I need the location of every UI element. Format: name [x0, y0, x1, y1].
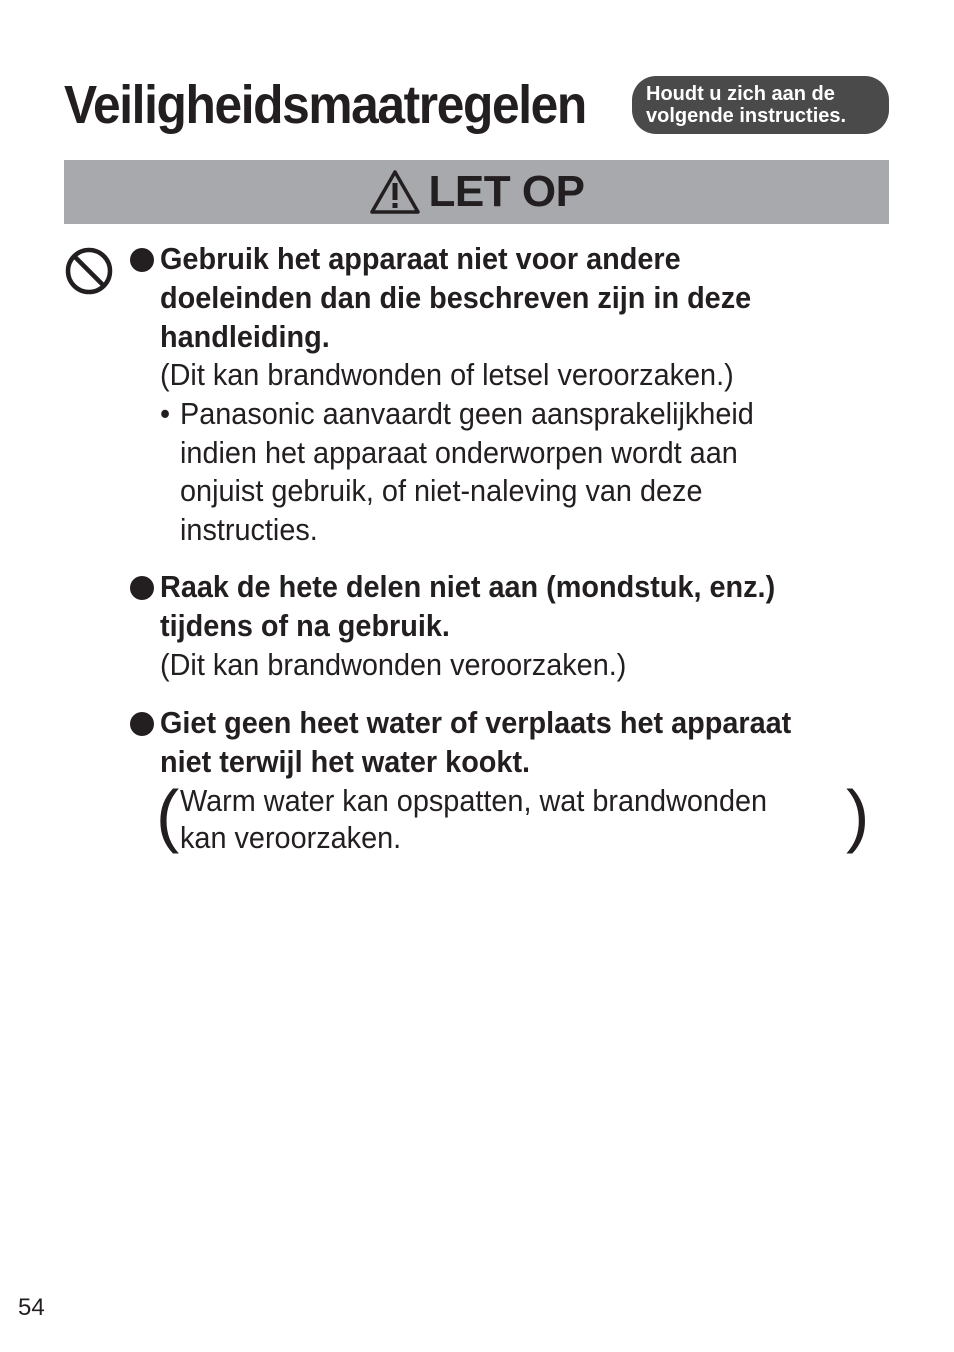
page-number: 54 [18, 1294, 45, 1321]
item-text: Raak de hete delen niet aan (mondstuk, enz.) [160, 569, 776, 604]
badge-line-1: Houdt u zich aan de [646, 83, 835, 105]
item-text: Gebruik het apparaat niet voor andere [160, 241, 681, 276]
item-note: (Dit kan brandwonden of letsel veroorzaken.) [160, 357, 734, 392]
page-title: Veiligheidsmaatregelen [64, 75, 586, 135]
sub-text: Panasonic aanvaardt geen aansprakelijkheid [180, 396, 754, 431]
prohibited-icon [64, 246, 114, 296]
sub-text: instructies. [180, 512, 318, 547]
item-text: handleiding. [160, 319, 330, 354]
warning-triangle-icon [369, 169, 421, 215]
item-note: kan veroorzaken. [180, 820, 402, 855]
close-parenthesis: ) [846, 776, 870, 854]
bullet-dot [130, 248, 154, 272]
open-parenthesis: ( [156, 776, 180, 854]
item-note: (Dit kan brandwonden veroorzaken.) [160, 647, 627, 682]
caution-banner [64, 160, 889, 224]
sub-text: indien het apparaat onderworpen wordt aan [180, 435, 738, 470]
sub-bullet: • [160, 396, 171, 431]
item-note: Warm water kan opspatten, wat brandwonden [180, 783, 768, 818]
bullet-dot [130, 576, 154, 600]
item-text: niet terwijl het water kookt. [160, 744, 531, 779]
item-text: Giet geen heet water of verplaats het apparaat [160, 705, 792, 740]
item-text: doeleinden dan die beschreven zijn in deze [160, 280, 752, 315]
badge-line-2: volgende instructies. [646, 105, 847, 127]
banner-label: LET OP [428, 167, 585, 216]
item-text: tijdens of na gebruik. [160, 608, 450, 643]
bullet-dot [130, 712, 154, 736]
instruction-badge [632, 76, 889, 134]
sub-text: onjuist gebruik, of niet-naleving van deze [180, 473, 703, 508]
